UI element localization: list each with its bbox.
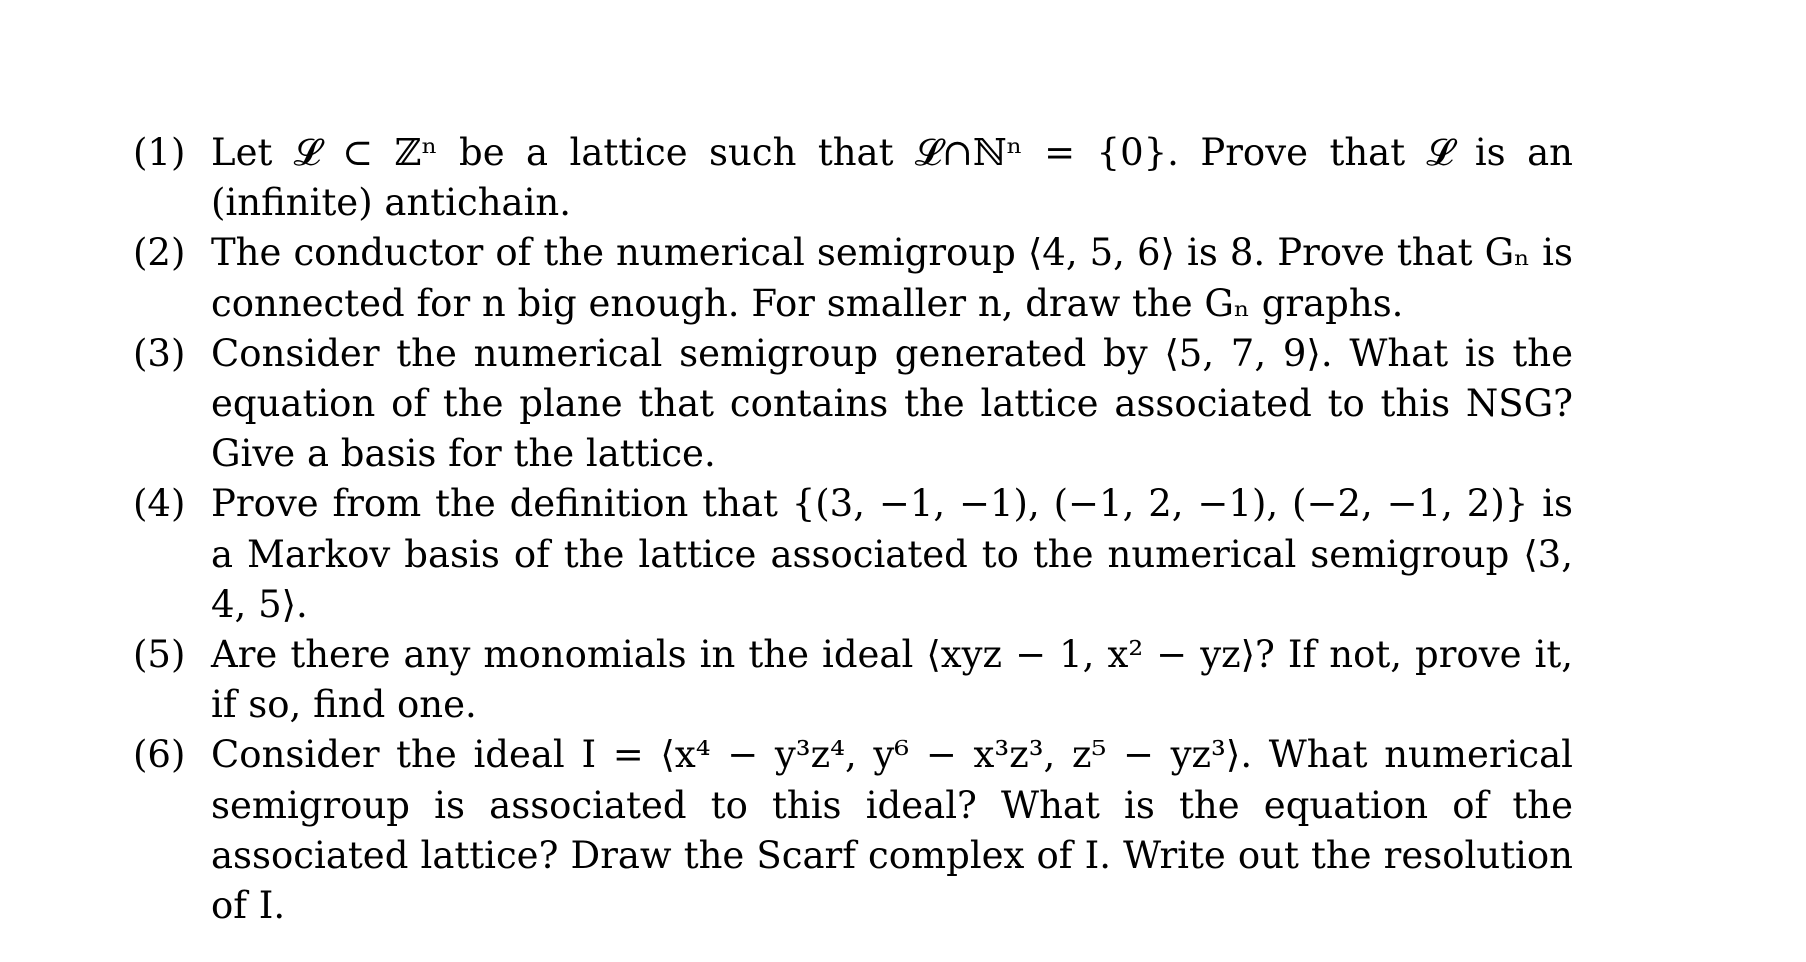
problem-number: (1) xyxy=(133,131,186,174)
problem-4 xyxy=(133,479,1573,630)
problem-number: (5) xyxy=(133,633,186,677)
problem-text: Let 𝓛 ⊂ ℤⁿ be a lattice such that 𝓛∩ℕⁿ = {0}. Prove that 𝓛 is an (infinite) antichain. xyxy=(211,131,1573,225)
problem-list xyxy=(133,128,1573,931)
problem-5 xyxy=(133,630,1573,730)
problem-number: (4) xyxy=(133,482,186,526)
problem-number: (3) xyxy=(133,331,186,375)
problem-text: The conductor of the numerical semigroup ⟨4, 5, 6⟩ is 8. Prove that Gₙ is connected for n big enough. For smaller n, draw the Gₙ graphs. xyxy=(211,231,1573,325)
problem-1 xyxy=(133,128,1573,228)
problem-6 xyxy=(133,730,1573,931)
problem-number: (2) xyxy=(133,231,186,275)
problem-text: Are there any monomials in the ideal ⟨xyz − 1, x² − yz⟩? If not, prove it, if so, find one. xyxy=(211,633,1573,727)
problem-text: Consider the numerical semigroup generated by ⟨5, 7, 9⟩. What is the equation of the plane that contains the lattice associated to this NSG? Give a basis for the lattice. xyxy=(211,331,1573,476)
problem-text: Prove from the definition that {(3, −1, −1), (−1, 2, −1), (−2, −1, 2)} is a Markov basis of the lattice associated to the numerical semigroup ⟨3, 4, 5⟩. xyxy=(211,482,1573,626)
problem-text: Consider the ideal I = ⟨x⁴ − y³z⁴, y⁶ − x³z³, z⁵ − yz³⟩. What numerical semigroup is associated to this ideal? What is the equation of the associated lattice? Draw the Scarf complex of I. Write out the resolution of I. xyxy=(211,733,1573,928)
problem-2 xyxy=(133,228,1573,328)
problem-number: (6) xyxy=(133,733,186,777)
problem-3 xyxy=(133,329,1573,480)
